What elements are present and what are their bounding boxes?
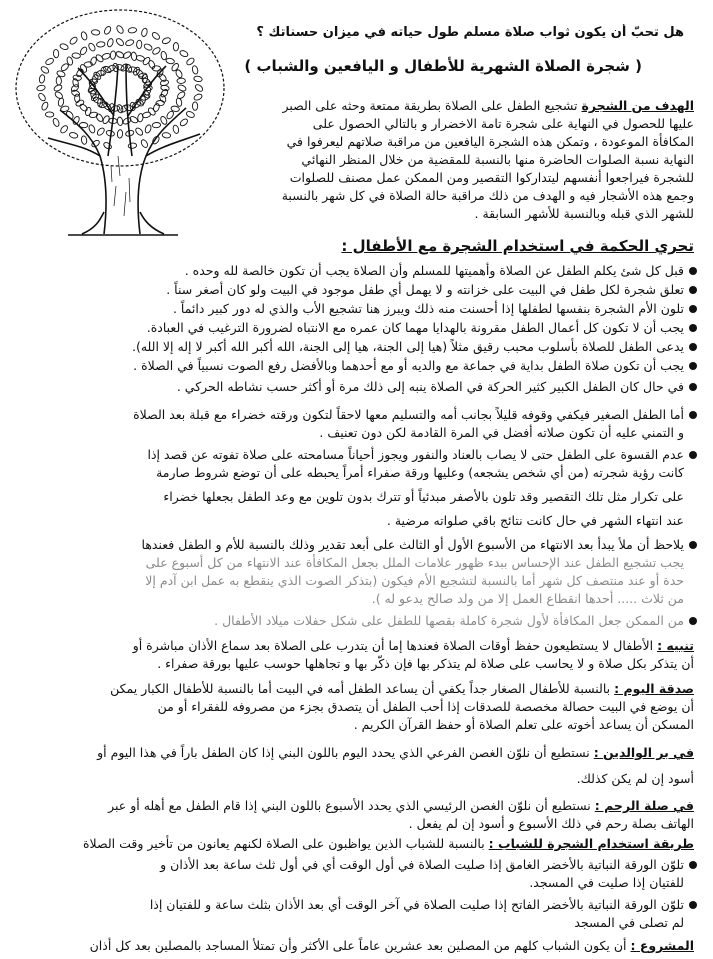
tree-leaf [45,112,53,117]
wisdom-bullet-7-dot [689,383,697,391]
tree-leaf [117,129,123,138]
wisdom-bullet-10-line-4: من ثلاث ..... أحدها انقطاع العمل إلا من ولد صالح يدعو له ). [371,591,684,606]
goal-line-1: الهدف من الشجرة تشجيع الطفل على الصلاة بطريقة ممتعة وحثه على الصبر [282,98,694,113]
wisdom-bullet-2-dot [689,286,697,294]
tree-leaf [151,46,161,55]
goal-line-5: للشجرة فيراجعوا أنفسهم ليتداركوا التقصير ومن الممكن عمل مصنف للصلوات [289,170,694,185]
wisdom-bullet-10-line-3: حدة أو عند منتصف كل شهر أما بالنسبة لتشجيع الأم فيكون (بتذكر الصوت الذي ينقطع به عمل ابن آدم إلا [145,573,684,588]
wisdom-bullet-3-line-1: تلون الأم الشجرة بنفسها لطفلها إذا أحسنت منه ذلك ويبرز هنا تشجيع الأب والذي له دور كبير دائماً . [172,301,684,316]
trunk-texture [111,156,130,216]
page-title: ( شجرة الصلاة الشهرية للأطفال و اليافعين والشباب ) [244,57,642,75]
tree-leaf [40,65,50,74]
tree-leaf [91,29,100,35]
tree-leaf [144,124,152,134]
wisdom-bullet-10-dot [689,541,697,549]
tree-leaf [173,42,178,50]
tree-leaf [59,124,68,134]
tree-leaf [159,93,167,103]
tree-leaf [158,73,167,83]
tree-leaf [96,127,106,137]
tree-leaf [131,52,138,61]
tree-leaf [72,52,81,58]
tree-leaf [162,37,172,45]
tree-leaf [177,84,187,92]
tree-leaf [134,127,144,137]
tree-leaf [151,31,161,40]
wisdom-bullet-1-dot [689,267,697,275]
notice-label: تنبيه : [657,638,694,653]
tree-leaf [117,117,123,126]
tree-leaf [79,46,88,56]
wisdom-bullet-9-line-1: عدم القسوة على الطفل حتى لا يصاب بالعناد والنفور ويجوز أحياناً مسامحته على صلاة تفوته عن قصد إذا [147,447,684,462]
tree-leaf [192,102,197,110]
wisdom-bullet-5-line-1: يدعى الطفل للصلاة بأسلوب محبب رقيق مثلاً (هيا إلى الجنة، هيا إلى الجنة، الله أكبر الله أكبر لا إله إلا الله). [131,339,684,354]
tree-leaf [143,43,153,52]
project-label: المشروع : [630,938,694,953]
tree-leaf [69,132,79,139]
tree-leaf [128,143,137,149]
tree-leaf [52,118,60,128]
wisdom-bullet-10-line-2: يجب تشجيع الطفل عند الإحساس ببدء ظهور علامات الملل بجعل المكافأة عند الانتهاء من كل أسبوع على [145,555,684,570]
parents-label: في بر الوالدين : [593,745,694,760]
tree-leaf [107,38,115,48]
tree-leaf [53,49,59,58]
tree-leaf [141,28,148,38]
goal-line-2: عليها للحصول في النهاية على شجرة تامة الاخضرار و بالتالي الحصول على [312,116,694,131]
tree-leaf [193,93,203,101]
wisdom-bullet-8-line-1: أما الطفل الصغير فيكفي وقوفه قليلاً بجانب أمه والتسليم معها لاحقاً لتكون ورقته خضراء مع قبلة بعد الصلاة [133,407,684,422]
youth-bullet-1-dot [689,861,697,869]
wisdom-heading: تحري الحكمة في استخدام الشجرة مع الأطفال : [341,237,694,255]
youth-bullet-2-line-2: لم تصلى في المسجد [574,915,684,930]
tree-leaf [140,139,149,149]
wisdom-bullet-4-line-1: يجب أن لا تكون كل أعمال الطفل مقرونة بالهدايا مهما كان عمره مع الانتباه لضرورة الترغيب في العبادة. [146,320,684,335]
tree-leaf [37,92,46,102]
charity-line-3: المسكن أن يساعد أخوته على تعلم الصلاة أو حفظ القرآن الكريم . [353,717,694,732]
tree-illustration [8,6,230,236]
goal-line-7: للشهر الذي قبله وبالنسبة للأشهر السابقة . [474,206,694,221]
tree-leaf [79,103,89,112]
tree-leaf [80,31,88,41]
wisdom-bullet-1-line-1: قبل كل شئ يكلم الطفل عن الصلاة وأهميتها للمسلم وأن الصلاة يجب أن تكون خالصة لله وحده . [184,263,684,278]
youth-intro-line: طريقة استخدام الشجرة للشباب : بالنسبة للشباب الذين يواظبون على الصلاة لكنهم يعانون من تأخير وقت الصلاة [82,836,694,851]
wisdom-bullet-7-line-1: في حال كان الطفل الكبير كثير الحركة في الصلاة ينبه إلى ذلك مرة أو أكثر حسب نشاطه الحركي . [176,379,684,394]
wisdom-bullet-6-line-1: يجب أن تكون صلاة الطفل بداية في جماعة مع والديه أو مع أحدهما وبالأفضل رفع الصوت نسبياً في الصلاة . [133,358,684,373]
wisdom-bullet-8-dot [689,411,697,419]
tree-leaf [128,27,137,33]
goal-line-6: وجمع هذه الأشجار فيه و الهدف من ذلك مراقبة حالة الصلاة في كل شهر بالنسبة [281,188,694,203]
tree-leaf [103,25,112,35]
youth-bullet-1-line-2: للفتيان إذا صليت في المسجد. [529,875,684,890]
tree-leaf [172,125,179,135]
wisdom-bullet-8-line-2: و التمني عليه أن تكون صلاته أفضل في المرة القادمة لكن دون تعنيف . [319,425,684,440]
parents-line-2: أسود إن لم يكن كذلك. [576,771,694,786]
tree-leaf [56,77,61,86]
tree-leaf [179,49,189,57]
kinship-line-1: في صلة الرحم : نستطيع أن نلوّن الغصن الرئيسي الذي يحدد الأسبوع باللون البني إذا قام الطفل مع أهله أو عبر [108,798,694,813]
tree-leaf [194,83,204,92]
charity-line-1: صدقة اليوم : بالنسبة للأطفال الصغار جداً يكفي أن يساعد الطفل أمه في البيت أما بالنسبة للأطفال الكبار يمكن [110,681,694,696]
project-line: المشروع : أن يكون الشباب كلهم من المصلين بعد عشرين عاماً على الأكثر وأن تمتلأ المساجد بالمصلين بعد كل أذان [89,938,694,953]
tree-leaf [136,40,142,49]
tree-leaf [45,57,55,66]
tree-leaf [147,107,156,117]
tree-leaf [185,57,195,66]
tree-leaf [73,74,82,81]
kinship-line-2: الهاتف بصلة رحم في ذلك الأسبوع و أسود إن لم يفعل . [408,816,694,831]
tree-leaf [103,141,113,150]
tree-leaf [193,76,202,83]
tree-leaf [177,78,186,83]
wisdom-bullet-4-dot [689,324,697,332]
tree-leaf [41,101,49,111]
tree-leaf [122,51,132,60]
wisdom-bullet-9-line-3: على تكرار مثل تلك التقصير وقد تلون بالأصفر مبدئياً أو تترك بدون تلوين مع وعد الطفل بجعلها خضراء [163,489,684,504]
youth-bullet-2-line-1: تلوّن الورقة النباتية بالأخضر الفاتح إذا صليت الصلاة في آخر الوقت أي بعد الأذان بثلث ساعة و للفتيان إذا [149,897,684,912]
wisdom-bullet-9-line-4: عند انتهاء الشهر في حال كانت نتائج باقي صلواته مرضية . [386,513,684,528]
tree-leaf [96,41,105,47]
charity-line-2: أن يوضع في البيت حصالة مخصصة للصدقات إذا أحب الطفل أن يتصدق بجزء من مصروفه للفقراء أو من [157,699,694,714]
tree-leaf [88,124,96,134]
tree-leaf [39,74,46,83]
wisdom-bullet-9-line-2: كانت رؤية شجرته (من أي شخص يشجعه) وعليها ورقة صفراء أمراً يحبطه على أن توضع شروط صارمة [156,465,684,480]
wisdom-bullet-6-dot [689,362,697,370]
tree-leaf [110,51,116,60]
question-line: هل تحبّ أن يكون ثواب صلاة مسلم طول حياته في ميزان حسناتك ؟ [256,25,684,40]
youth-label: طريقة استخدام الشجرة للشباب : [488,836,694,851]
tree-leaf [59,43,69,51]
tree-leaf [175,69,183,79]
tree-leaf [179,118,189,127]
notice-line-1: تنبيه : الأطفال لا يستطيعون حفظ أوقات الصلاة فعندها إما أن يتدرب على الصلاة بعد سماع الأذان مباشرة أو [132,638,694,653]
tree-leaf [166,58,175,65]
tree-leaf [129,115,139,124]
wisdom-bullet-5-dot [689,343,697,351]
tree-leaf [152,122,161,128]
wisdom-bullet-3-dot [689,305,697,313]
tree-leaf [162,132,171,138]
tree-leaf [36,84,45,91]
goal-line-4: النهاية نسبة الصلوات الحاضرة منها بالنسبة للمقضية من خلال المنظر النهائي [301,152,694,167]
tree-leaf [125,39,135,47]
charity-label: صدقة اليوم : [614,681,694,696]
goal-line-3: المكافأة الموعودة ، وتمكن هذه الشجرة اليافعين من مراقبة صلاتهم ليعرفوا في [286,134,694,149]
youth-bullet-2-dot [689,901,697,909]
notice-line-2: أن يتذكر بكل صلاة و لا يحاسب على صلاة لم يتذكر بها فإن ذكّر بها و تجاهلها حوسب عليها بورقة صفراء . [157,656,694,671]
tree-leaves [36,25,204,151]
tree-leaf [95,70,105,78]
tree-leaf [101,52,111,60]
tree-leaf [186,110,196,118]
tree-leaf [81,136,87,145]
goal-label: الهدف من الشجرة [581,98,694,113]
wisdom-bullet-11-line-1: من الممكن جعل المكافأة لأول شجرة كاملة بقصها للطفل على شكل حفلات ميلاد الأطفال . [214,613,684,628]
tree-leaf [87,42,96,52]
wisdom-bullet-10-line-1: يلاحظ أن ملأ يبدأ بعد الانتهاء من الأسبوع الأول أو الثالث على أبعد تقدير وذلك بالنسبة للأم و الطفل فعندها [141,537,684,552]
wisdom-bullet-9-dot [689,451,697,459]
kinship-label: في صلة الرحم : [594,798,694,813]
parents-line-1: في بر الوالدين : نستطيع أن نلوّن الغصن الفرعي الذي يحدد اليوم باللون البني إذا كان الطفل باراً في هذا اليوم أو [97,745,694,760]
tree-leaf [115,37,125,47]
tree-leaf [115,25,124,35]
wisdom-bullet-11-dot [689,617,697,625]
wisdom-bullet-2-line-1: تعلق شجرة لكل طفل في البيت على خزانته و لا يهمل أي طفل موجود في البيت ولو كان أصغر سناً . [166,282,684,297]
tree-leaf [69,36,79,46]
youth-bullet-1-line-1: تلوّن الورقة النباتية بالأخضر الغامق إذا صليت الصلاة في أول الوقت أي في أول ثلث ساعة بعد الأذان و [160,857,684,872]
